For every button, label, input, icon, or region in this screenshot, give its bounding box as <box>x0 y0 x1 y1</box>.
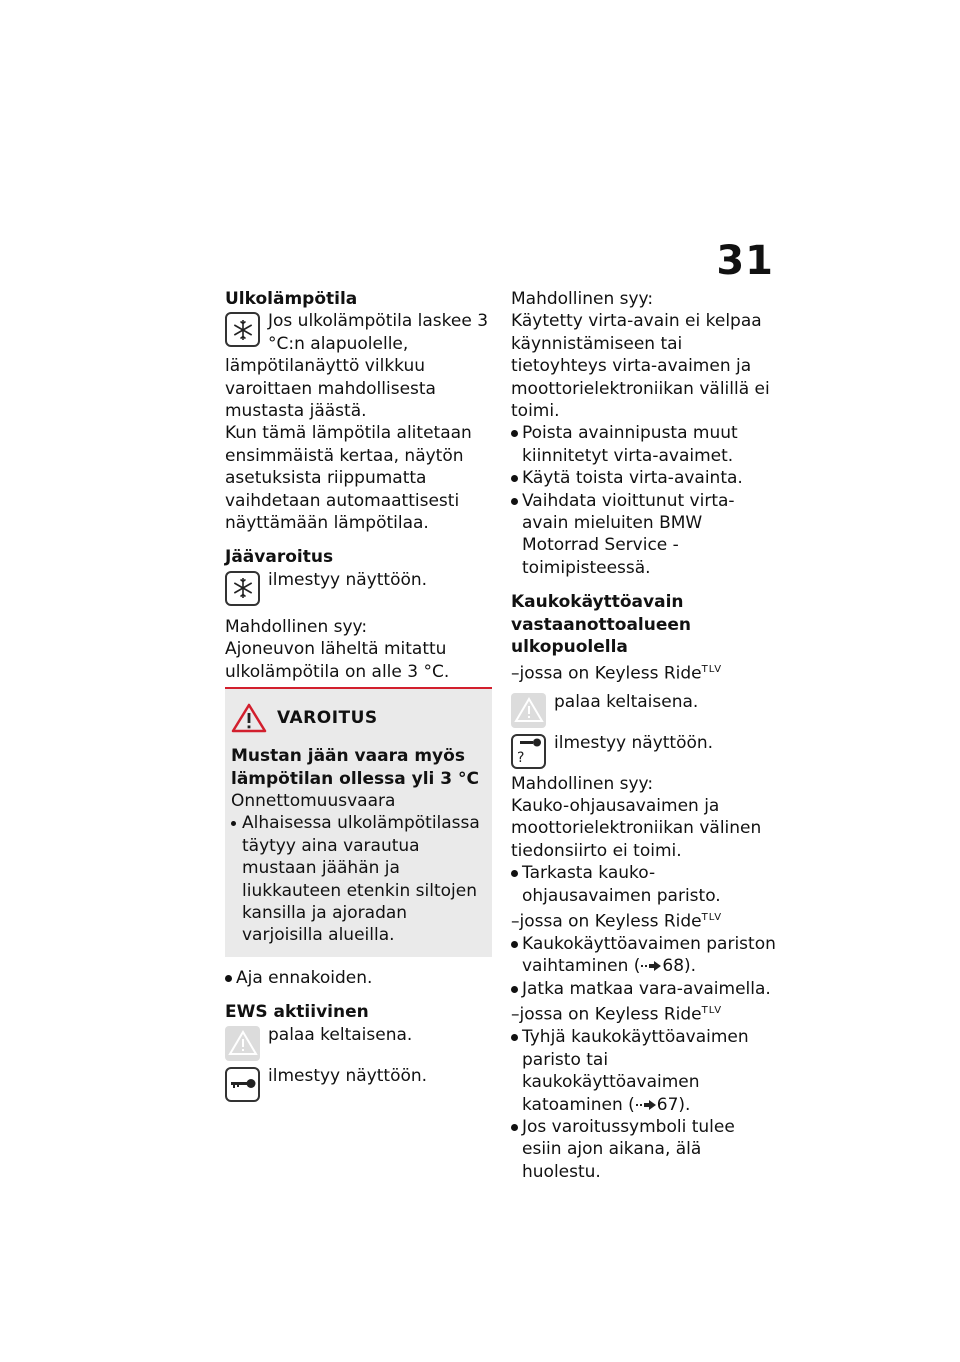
kauko-bullet-1: Tarkasta kauko-ohjausavaimen paristo. <box>511 862 779 907</box>
general-warning-icon <box>511 693 546 728</box>
warning-title: VAROITUS <box>277 707 378 728</box>
ews-bullet-3: Vaihdata vioittunut virta-avain mieluiten BMW Motorrad Service -toimipisteessä. <box>511 490 779 580</box>
ews-row-2: ilmestyy näyttöön. <box>268 1065 428 1086</box>
kauko-bullet-5: Jos varoitussymboli tulee esiin ajon aikana, älä huolestu. <box>511 1116 779 1183</box>
key-question-icon <box>511 734 546 769</box>
kauko-bullet-4: Tyhjä kaukokäyttöavaimen paristo tai kaukokäyttöavaimen katoaminen ( 67). <box>511 1026 779 1116</box>
keyless-option-3: –jossa on Keyless Ride$^{TLV}$ <box>511 1004 723 1025</box>
ews-bullet-1: Poista avainnipusta muut kiinnitetyt virta-avaimet. <box>511 422 779 467</box>
key-icon <box>225 1067 260 1102</box>
svg-text:?: ? <box>516 750 524 765</box>
keyless-option-2: –jossa on Keyless Ride$^{TLV}$ <box>511 911 723 932</box>
page-reference-arrow-icon <box>635 1099 657 1111</box>
kauko-row-1: palaa keltaisena. <box>554 691 699 712</box>
warning-subtitle: Onnettomuusvaara <box>231 790 396 811</box>
kauko-row-2: ilmestyy näyttöön. <box>554 732 714 753</box>
heading-ulkolampotila: Ulkolämpötila <box>225 289 358 309</box>
warning-box <box>225 687 492 957</box>
keyless-option-1: –jossa on Keyless Ride$^{TLV}$ <box>511 663 723 684</box>
right-column <box>511 288 779 1183</box>
ews-bullet-2: Käytä toista virta-avainta. <box>511 467 779 489</box>
warning-bullet: Alhaisessa ulkolämpötilassa täytyy aina varautua mustaan jäähän ja liukkauteen etenkin siltojen kansilla ja ajoradan varjoisilla alueilla. <box>231 812 486 946</box>
ulkolampotila-text: Jos ulkolämpötila laskee 3 °C:n alapuolelle, lämpötilanäyttö vilkkuu varoittaen mahdollisesta mustasta jäästä. <box>225 311 489 422</box>
ews-cause-label: Mahdollinen syy: <box>511 289 654 309</box>
kauko-cause: Kauko-ohjausavaimen ja moottorielektroniikan välinen tiedonsiirto ei toimi. <box>511 795 762 861</box>
kauko-bullet-2: Kaukokäyttöavaimen pariston vaihtaminen ( 68). <box>511 933 779 978</box>
heading-ews: EWS aktiivinen <box>225 1002 369 1023</box>
heading-jaavaroitus: Jäävaroitus <box>225 547 334 568</box>
snowflake-icon <box>225 312 260 347</box>
warning-bold-text: Mustan jään vaara myös lämpötilan ollessa yli 3 °C <box>231 746 480 789</box>
jaavaroitus-icon-text: ilmestyy näyttöön. <box>268 569 428 590</box>
page-number: 31 <box>716 238 774 284</box>
page-ref-67[interactable]: 67 <box>656 1094 679 1115</box>
page-reference-arrow-icon <box>640 960 662 972</box>
jaavaroitus-cause-label: Mahdollinen syy: <box>225 616 368 637</box>
bullet-aja-ennakoiden: Aja ennakoiden. <box>225 967 492 989</box>
heading-kaukokayttoavain: Kaukokäyttöavain vastaanottoalueen ulkopuolella <box>511 592 692 658</box>
ews-cause: Käytetty virta-avain ei kelpaa käynnistämiseen tai tietoyhteys virta-avaimen ja moottorielektroniikan välillä ei toimi. <box>511 311 770 422</box>
kauko-bullet-3: Jatka matkaa vara-avaimella. <box>511 978 779 1000</box>
page-ref-68[interactable]: 68 <box>662 956 685 977</box>
left-column <box>225 288 492 1106</box>
kauko-cause-label: Mahdollinen syy: <box>511 773 654 794</box>
general-warning-icon <box>225 1026 260 1061</box>
warning-triangle-icon <box>231 703 267 733</box>
ews-row-1: palaa keltaisena. <box>268 1024 413 1045</box>
snowflake-icon <box>225 571 260 606</box>
ulkolampotila-text-2: Kun tämä lämpötila alitetaan ensimmäistä kertaa, näytön asetuksista riippumatta vaihdetaan automaattisesti näyttämään lämpötilaa. <box>225 423 472 534</box>
jaavaroitus-cause: Ajoneuvon läheltä mitattu ulkolämpötila on alle 3 °C. <box>225 639 450 682</box>
